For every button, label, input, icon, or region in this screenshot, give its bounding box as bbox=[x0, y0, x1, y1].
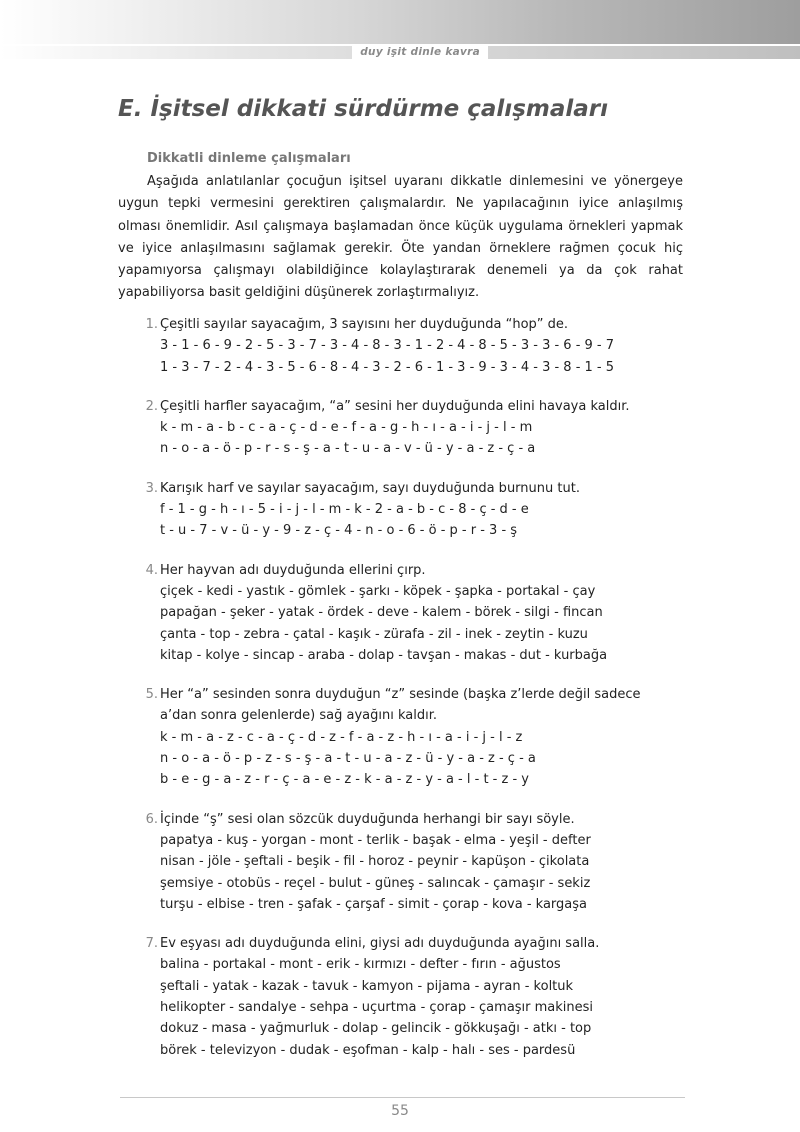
exercise-line: çanta - top - zebra - çatal - kaşık - zürafa - zil - inek - zeytin - kuzu bbox=[160, 626, 588, 642]
exercise-body bbox=[160, 933, 720, 1061]
exercise-instruction: Çeşitli sayılar sayacağım, 3 sayısını her duyduğunda “hop” de. bbox=[160, 317, 569, 332]
top-gradient-band bbox=[0, 0, 800, 44]
exercise-line: 1 - 3 - 7 - 2 - 4 - 3 - 5 - 6 - 8 - 4 - 3 - 2 - 6 - 1 - 3 - 9 - 3 - 4 - 3 - 8 - 1 - 5 bbox=[160, 359, 615, 375]
exercise-number: 5. bbox=[145, 687, 158, 703]
exercise-line: turşu - elbise - tren - şafak - çarşaf - simit - çorap - kova - kargaşa bbox=[160, 896, 588, 912]
exercise-item bbox=[0, 809, 800, 915]
exercise-instruction: İçinde “ş” sesi olan sözcük duyduğunda herhangi bir sayı söyle. bbox=[160, 811, 575, 827]
exercise-item bbox=[0, 560, 800, 666]
exercise-line: papatya - kuş - yorgan - mont - terlik - başak - elma - yeşil - defter bbox=[160, 832, 591, 848]
exercise-line: dokuz - masa - yağmurluk - dolap - gelincik - gökkuşağı - atkı - top bbox=[160, 1021, 592, 1037]
exercise-line: nisan - jöle - şeftali - beşik - fil - horoz - peynir - kapüşon - çikolata bbox=[160, 854, 590, 870]
exercise-item bbox=[0, 396, 800, 460]
exercise-line: n - o - a - ö - p - r - s - ş - a - t - u - a - v - ü - y - a - z - ç - a bbox=[160, 441, 536, 457]
exercise-line: b - e - g - a - z - r - ç - a - e - z - k - a - z - y - a - l - t - z - y bbox=[160, 772, 529, 788]
exercise-body bbox=[160, 684, 720, 790]
exercise-line: papağan - şeker - yatak - ördek - deve - kalem - börek - silgi - fincan bbox=[160, 605, 603, 621]
exercise-line: börek - televizyon - dudak - eşofman - kalp - halı - ses - pardesü bbox=[160, 1042, 576, 1058]
exercise-line: n - o - a - ö - p - z - s - ş - a - t - u - a - z - ü - y - a - z - ç - a bbox=[160, 751, 536, 767]
section-subtitle: Dikkatli dinleme çalışmaları bbox=[147, 151, 351, 166]
exercise-line: kitap - kolye - sincap - araba - dolap - tavşan - makas - dut - kurbağa bbox=[160, 647, 608, 663]
exercise-number: 4. bbox=[145, 562, 158, 578]
intro-paragraph: Aşağıda anlatılanlar çocuğun işitsel uyaranı dikkatle dinlemesini ve yönergeye uygun tepki vermesini gerektiren çalışmalardır. Ne yapılacağının iyice anlaşılmış olması önemlidir. Asıl çalışmaya başlamadan önce küçük uygulama örnekleri yapmak ve iyice anlaşılmasını sağlamak gerekir. Öte yandan örneklere rağmen çocuk hiç yapamıyorsa çalışmayı olabildiğince kolaylaştırarak denemeli ya da çok rahat yapabiliyorsa basit geldiğini düşünerek zorlaştırmalıyız. bbox=[118, 174, 683, 301]
exercise-body bbox=[160, 314, 720, 378]
page-number: 55 bbox=[391, 1103, 409, 1119]
exercise-instruction: Ev eşyası adı duyduğunda elini, giysi adı duyduğunda ayağını salla. bbox=[160, 936, 600, 952]
exercise-instruction: Her “a” sesinden sonra duyduğun “z” sesinde (başka z’lerde değil sadece bbox=[160, 687, 641, 703]
exercise-instruction: Her hayvan adı duyduğunda ellerini çırp. bbox=[160, 562, 426, 578]
exercise-line: k - m - a - b - c - a - ç - d - e - f - a - g - h - ı - a - i - j - l - m bbox=[160, 420, 533, 436]
exercise-line: şemsiye - otobüs - reçel - bulut - güneş - salıncak - çamaşır - sekiz bbox=[160, 875, 591, 891]
exercise-line: t - u - 7 - v - ü - y - 9 - z - ç - 4 - n - o - 6 - ö - p - r - 3 - ş bbox=[160, 523, 518, 539]
exercise-item bbox=[0, 684, 800, 790]
exercise-instruction: Karışık harf ve sayılar sayacağım, sayı duyduğunda burnunu tut. bbox=[160, 480, 580, 496]
exercise-number: 6. bbox=[145, 811, 158, 827]
exercise-line: k - m - a - z - c - a - ç - d - z - f - a - z - h - ı - a - i - j - l - z bbox=[160, 729, 523, 745]
exercise-body bbox=[160, 560, 720, 666]
exercise-number: 2. bbox=[145, 398, 158, 414]
section-title: E. İşitsel dikkati sürdürme çalışmaları bbox=[118, 96, 608, 122]
exercise-number: 1. bbox=[145, 317, 158, 332]
exercise-line: helikopter - sandalye - sehpa - uçurtma - çorap - çamaşır makinesi bbox=[160, 1000, 594, 1016]
exercise-line: şeftali - yatak - kazak - tavuk - kamyon - pijama - ayran - koltuk bbox=[160, 978, 574, 994]
exercise-number: 3. bbox=[145, 480, 158, 496]
exercise-line: f - 1 - g - h - ı - 5 - i - j - l - m - k - 2 - a - b - c - 8 - ç - d - e bbox=[160, 502, 529, 518]
exercise-body bbox=[160, 478, 720, 542]
exercise-item bbox=[0, 933, 800, 1061]
exercise-line: çiçek - kedi - yastık - gömlek - şarkı - köpek - şapka - portakal - çay bbox=[160, 583, 596, 599]
exercise-line: 3 - 1 - 6 - 9 - 2 - 5 - 3 - 7 - 3 - 4 - 8 - 3 - 1 - 2 - 4 - 8 - 5 - 3 - 3 - 6 - 9 - 7 bbox=[160, 338, 615, 354]
exercise-number: 7. bbox=[145, 936, 158, 952]
exercise-body bbox=[160, 396, 720, 460]
exercise-line: a’dan sonra gelenlerde) sağ ayağını kaldır. bbox=[160, 708, 437, 724]
exercise-item bbox=[0, 314, 800, 378]
running-header: duy işit dinle kavra bbox=[352, 45, 488, 60]
exercise-instruction: Çeşitli harfler sayacağım, “a” sesini her duyduğunda elini havaya kaldır. bbox=[160, 398, 630, 414]
footer-divider bbox=[120, 1097, 685, 1098]
exercise-body bbox=[160, 809, 720, 915]
exercise-list bbox=[0, 314, 800, 1079]
exercise-item bbox=[0, 478, 800, 542]
exercise-line: balina - portakal - mont - erik - kırmızı - defter - fırın - ağustos bbox=[160, 957, 561, 973]
